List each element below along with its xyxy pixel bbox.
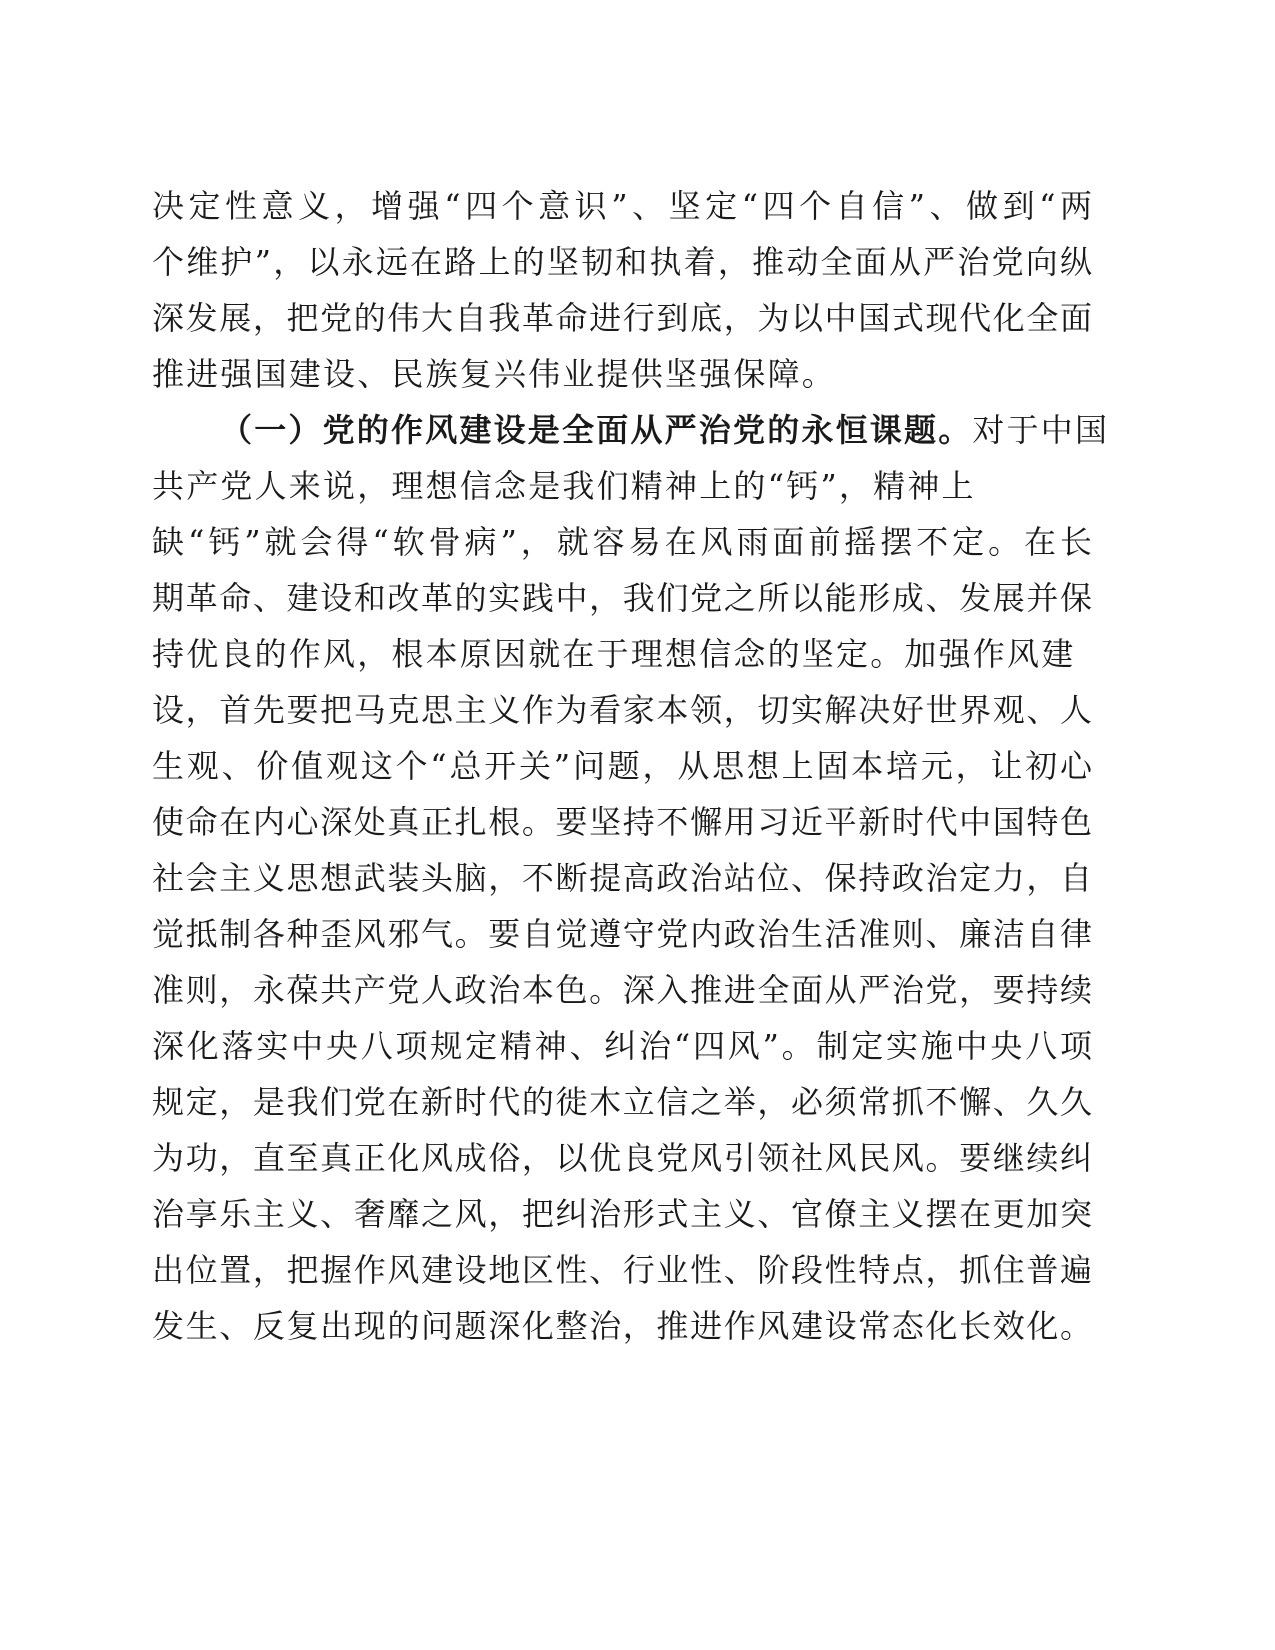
text-line: 发生、反复出现的问题深化整治，推进作风建设常态化长效化。: [152, 1307, 1092, 1345]
text-line: 推进强国建设、民族复兴伟业提供坚强保障。: [152, 355, 837, 393]
text-line: 治享乐主义、奢靡之风，把纠治形式主义、官僚主义摆在更加突: [152, 1195, 1092, 1233]
text-line: 使命在内心深处真正扎根。要坚持不懈用习近平新时代中国特色: [152, 803, 1092, 841]
text-line: 准则，永葆共产党人政治本色。深入推进全面从严治党，要持续: [152, 971, 1092, 1009]
text-line: 共产党人来说，理想信念是我们精神上的“钙”，精神上: [152, 467, 976, 505]
heading-line-rest: 对于中国: [972, 411, 1110, 449]
text-line: 期革命、建设和改革的实践中，我们党之所以能形成、发展并保: [152, 579, 1092, 617]
text-line: 个维护”，以永远在路上的坚韧和执着，推动全面从严治党向纵: [152, 243, 1092, 281]
text-line: 深化落实中央八项规定精神、纠治“四风”。制定实施中央八项: [152, 1027, 1092, 1065]
section-heading: （一）党的作风建设是全面从严治党的永恒课题。: [220, 411, 973, 449]
paragraph-1: [152, 178, 1092, 402]
section-heading-line: [152, 402, 1110, 458]
text-line: 为功，直至真正化风成俗，以优良党风引领社风民风。要继续纠: [152, 1139, 1092, 1177]
text-line: 规定，是我们党在新时代的徙木立信之举，必须常抓不懈、久久: [152, 1083, 1092, 1121]
text-line: 社会主义思想武装头脑，不断提高政治站位、保持政治定力，自: [152, 859, 1092, 897]
text-line: 设，首先要把马克思主义作为看家本领，切实解决好世界观、人: [152, 691, 1092, 729]
text-line: 缺“钙”就会得“软骨病”，就容易在风雨面前摇摆不定。在长: [152, 523, 1092, 561]
text-line: 觉抵制各种歪风邪气。要自觉遵守党内政治生活准则、廉洁自律: [152, 915, 1092, 953]
text-line: 出位置，把握作风建设地区性、行业性、阶段性特点，抓住普遍: [152, 1251, 1092, 1289]
text-line: 决定性意义，增强“四个意识”、坚定“四个自信”、做到“两: [152, 187, 1092, 225]
text-line: 生观、价值观这个“总开关”问题，从思想上固本培元，让初心: [152, 747, 1092, 785]
text-line: 深发展，把党的伟大自我革命进行到底，为以中国式现代化全面: [152, 299, 1092, 337]
document-body: [152, 178, 1110, 1354]
paragraph-2: [152, 402, 1110, 1354]
text-line: 持优良的作风，根本原因就在于理想信念的坚定。加强作风建: [152, 635, 1076, 673]
